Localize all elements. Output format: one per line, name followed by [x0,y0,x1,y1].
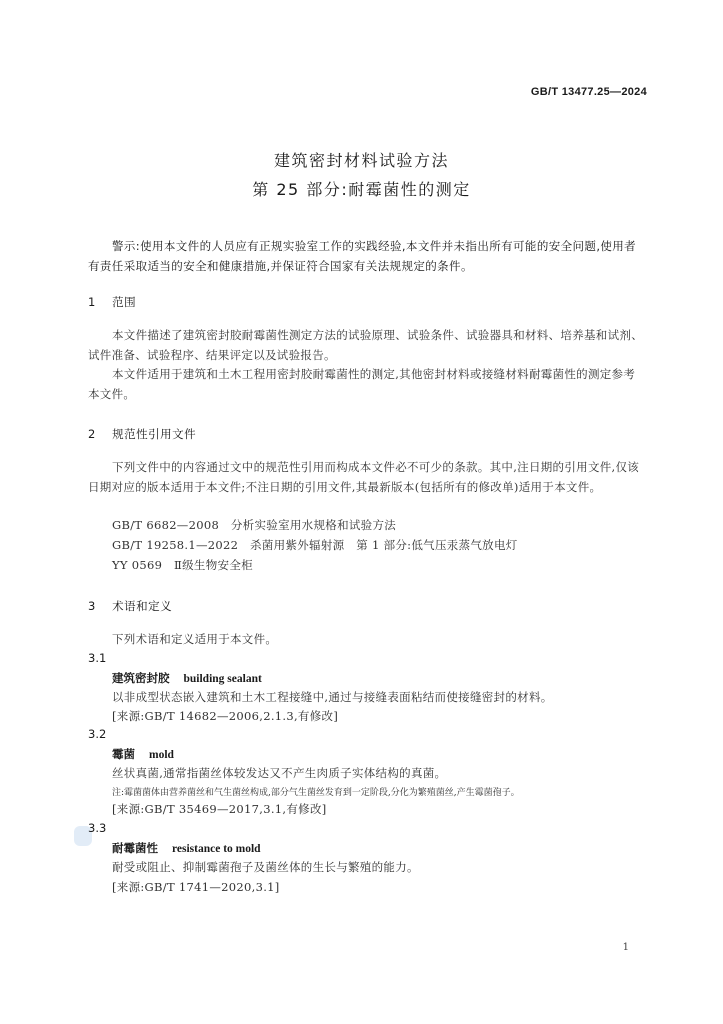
term-en: resistance to mold [172,843,261,855]
section-3-intro: 下列术语和定义适用于本文件。 [112,632,278,646]
term-number: 3.3 [88,821,107,835]
term-zh: 霉菌 [112,747,135,761]
section-title: 范围 [112,295,137,309]
term-number: 3.2 [88,727,107,741]
section-number: 2 [88,427,96,441]
term-source: [来源:GB/T 35469—2017,3.1,有修改] [112,802,327,816]
term-zh: 建筑密封胶 [112,671,170,685]
reference-item: YY 0569 Ⅱ级生物安全柜 [112,558,253,572]
term-number: 3.1 [88,651,107,665]
reference-item: GB/T 19258.1—2022 杀菌用紫外辐射源 第 1 部分:低气压汞蒸气放电灯 [112,538,518,552]
term-definition: 以非成型状态嵌入建筑和土木工程接缝中,通过与接缝表面粘结而使接缝密封的材料。 [112,690,553,704]
section-1-paragraph-1: 本文件描述了建筑密封胶耐霉菌性测定方法的试验原理、试验条件、试验器具和材料、培养基和试剂、试件准备、试验程序、结果评定以及试验报告。 [88,328,643,362]
reference-item: GB/T 6682—2008 分析实验室用水规格和试验方法 [112,518,397,532]
term-heading [112,840,261,856]
standard-code: GB/T 13477.25—2024 [530,86,647,98]
term-source: [来源:GB/T 14682—2006,2.1.3,有修改] [112,709,339,723]
section-title: 规范性引用文件 [112,427,197,441]
term-definition: 耐受或阻止、抑制霉菌孢子及菌丝体的生长与繁殖的能力。 [112,860,419,874]
term-zh: 耐霉菌性 [112,841,158,855]
document-title: 建筑密封材料试验方法 [273,151,449,170]
section-1-paragraph-2: 本文件适用于建筑和土木工程用密封胶耐霉菌性的测定,其他密封材料或接缝材料耐霉菌性的测定参考本文件。 [88,367,636,401]
term-definition: 丝状真菌,通常指菌丝体较发达又不产生肉质子实体结构的真菌。 [112,766,447,780]
section-2-heading [88,426,196,442]
section-3-heading [88,598,172,614]
document-subtitle: 第 25 部分:耐霉菌性的测定 [252,180,471,199]
section-2-paragraph: 下列文件中的内容通过文中的规范性引用而构成本文件必不可少的条款。其中,注日期的引用文件,仅该日期对应的版本适用于本文件;不注日期的引用文件,其最新版本(包括所有的修改单)适用于本文件。 [88,460,640,494]
term-en: building sealant [183,673,262,685]
term-heading [112,746,174,762]
page-number: 1 [622,942,629,953]
section-1-heading [88,294,136,310]
section-title: 术语和定义 [112,599,173,613]
warning-paragraph: 警示:使用本文件的人员应有正规实验室工作的实践经验,本文件并未指出所有可能的安全问题,使用者有责任采取适当的安全和健康措施,并保证符合国家有关法规规定的条件。 [88,239,637,273]
section-number: 1 [88,295,96,309]
term-note: 注:霉菌菌体由营养菌丝和气生菌丝构成,部分气生菌丝发育到一定阶段,分化为繁殖菌丝,产生霉菌孢子。 [112,788,520,798]
term-source: [来源:GB/T 1741—2020,3.1] [112,880,280,894]
section-number: 3 [88,599,96,613]
term-heading [112,670,262,686]
term-en: mold [149,749,174,761]
